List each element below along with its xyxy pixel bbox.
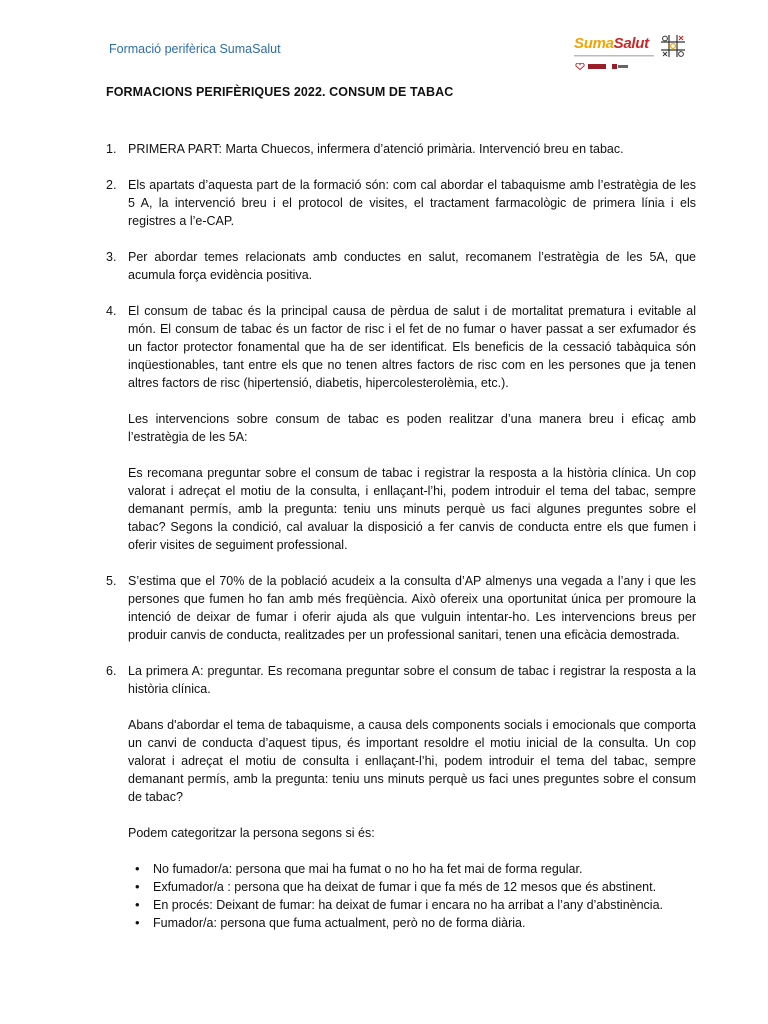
logo-salut: Salut <box>613 35 649 52</box>
tictactoe-logo-icon <box>660 34 686 58</box>
paragraph: La primera A: preguntar. Es recomana preguntar sobre el consum de tabac i registrar la resposta a la història clínica. <box>128 664 696 696</box>
paragraph: S’estima que el 70% de la població acudeix a la consulta d’AP almenys una vegada a l’any i que les persones que fumen ho fan amb més freqüència. Això ofereix una oportunitat única per promoure la intenció de deixar de fumar i oferir ajuda als que vulguin intentar-ho. Les intervencions breus per produir canvis de conducta, realitzades per un professional sanitari, tenen una eficàcia demostrada. <box>128 574 696 642</box>
list-item <box>106 662 696 932</box>
paragraph: Els apartats d’aquesta part de la formació són: com cal abordar el tabaquisme amb l’estratègia de les 5 A, la intervenció breu i el protocol de visites, el tractament farmacològic de primera línia i els registres a l’e-CAP. <box>128 178 696 228</box>
paragraph: Per abordar temes relacionats amb conductes en salut, recomanem l’estratègia de les 5A, que acumula força evidència positiva. <box>128 250 696 282</box>
paragraph: Podem categoritzar la persona segons si és: <box>128 826 375 840</box>
list-item-number: 6. <box>106 664 117 678</box>
header-text: Formació perifèrica SumaSalut <box>109 42 281 56</box>
list-item <box>106 176 696 230</box>
logo-tagline-graphic <box>574 54 654 59</box>
paragraph: El consum de tabac és la principal causa de pèrdua de salut i de mortalitat prematura i evitable al món. El consum de tabac és un factor de risc i el fet de no fumar o haver passat a ser exfumador és un factor protector fonamental que ha de ser identificat. Els beneficis de la cessació tabàquica són inqüestionables, tant entre els que no tenen altres factors de risc com en les persones que ja tenen altres factors de risc (hipertensió, diabetis, hipercolesterolèmia, etc.). <box>128 304 696 390</box>
document-body <box>106 140 696 932</box>
list-item-number: 5. <box>106 574 117 588</box>
bullet-item: • Exfumador/a : persona que ha deixat de fumar i que fa més de 12 mesos que és abstinent. <box>134 878 696 896</box>
list-item-number: 3. <box>106 250 117 264</box>
logo-wordmark <box>574 35 649 52</box>
list-item <box>106 140 696 158</box>
paragraph: PRIMERA PART: Marta Chuecos, infermera d’atenció primària. Intervenció breu en tabac. <box>128 142 624 156</box>
partner-logo-mark-2 <box>612 63 628 70</box>
heart-partner-icon <box>575 63 585 70</box>
partner-logo-mark <box>588 64 606 69</box>
list-item-number: 1. <box>106 142 117 156</box>
paragraph: Es recomana preguntar sobre el consum de tabac i registrar la resposta a la història clínica. Un cop valorat i adreçat el motiu de la consulta, i enllaçant-l’hi, podem introduir el tema del tabac, sempre demanant permís, amb la pregunta: teniu uns minuts perquè us faci algunes preguntes sobre el tabac? Segons la condició, cal avaluar la disposició a fer canvis de conducta entre els que fumen i oferir visites de seguiment professional. <box>128 466 696 552</box>
list-item <box>106 248 696 284</box>
paragraph: Les intervencions sobre consum de tabac es poden realitzar d’una manera breu i eficaç amb l’estratègia de les 5A: <box>128 412 696 444</box>
bullet-item: • No fumador/a: persona que mai ha fumat o no ho ha fet mai de forma regular. <box>134 860 696 878</box>
list-item <box>106 302 696 554</box>
category-list <box>128 860 696 932</box>
paragraph: Abans d'abordar el tema de tabaquisme, a causa dels components socials i emocionals que comporta un canvi de conducta d’aquest tipus, és important resoldre el motiu inicial de la consulta. Un cop valorat i adreçat el motiu de consulta i enllaçant-l’hi, podem introduir el tema del tabac, sempre demanant permís, amb la pregunta: teniu uns minuts perquè us faci unes preguntes sobre el consum de tabac? <box>128 718 696 804</box>
list-item-number: 2. <box>106 178 117 192</box>
bullet-item: • En procés: Deixant de fumar: ha deixat de fumar i encara no ha arribat a l’any d’abstinència. <box>134 896 696 914</box>
list-item <box>106 572 696 644</box>
list-item-number: 4. <box>106 304 117 318</box>
sumasalut-logo <box>574 34 686 78</box>
document-title: FORMACIONS PERIFÈRIQUES 2022. CONSUM DE TABAC <box>106 85 454 99</box>
bullet-item: • Fumador/a: persona que fuma actualment, però no de forma diària. <box>134 914 696 932</box>
logo-suma: Suma <box>574 35 614 52</box>
